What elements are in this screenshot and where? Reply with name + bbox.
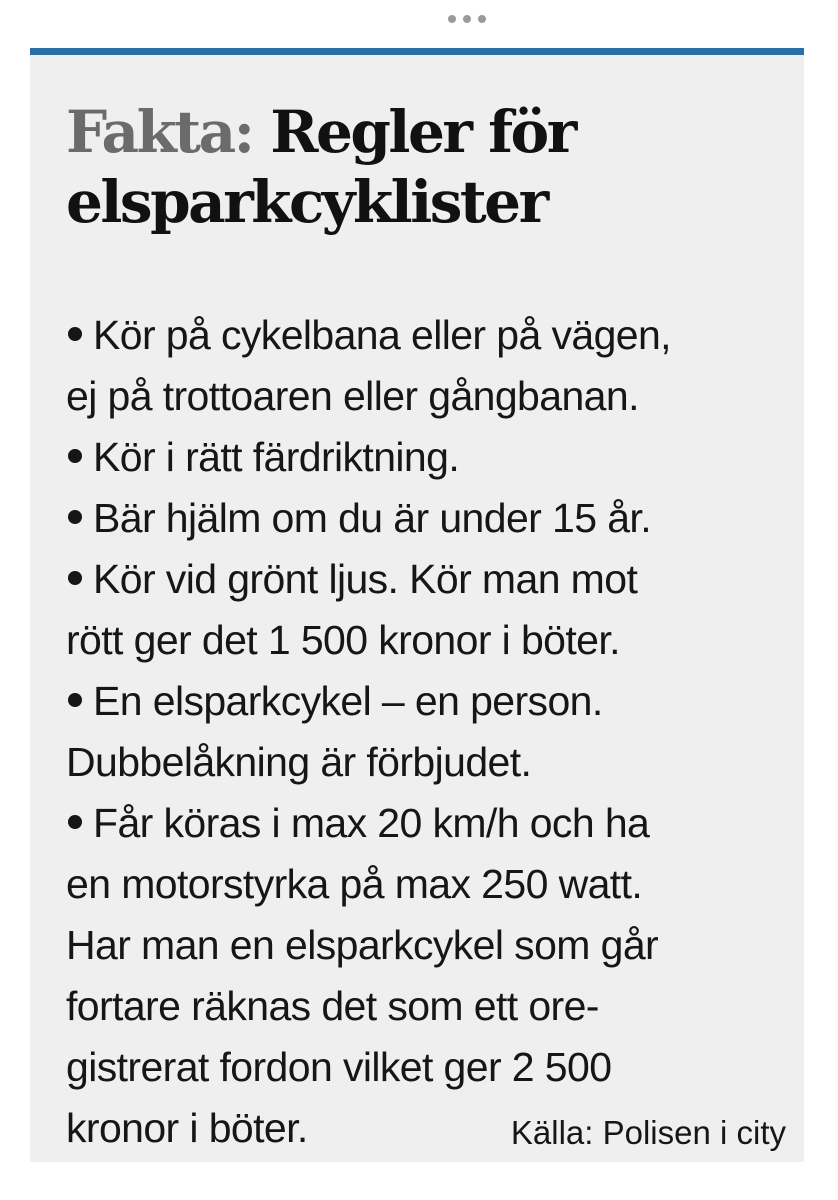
bullet-icon — [68, 327, 82, 341]
fact-box — [30, 48, 804, 1162]
bullet-icon — [68, 693, 82, 707]
rule-item — [66, 671, 786, 793]
rule-text: kronor i böter. — [66, 1105, 308, 1151]
more-dots-icon — [478, 15, 486, 23]
rule-text: Dubbelåkning är förbjudet. — [66, 739, 532, 785]
rule-item — [66, 305, 786, 427]
bullet-icon — [68, 571, 82, 585]
rule-text: fortare räknas det som ett ore- — [66, 983, 599, 1029]
rule-item — [66, 549, 786, 671]
more-dots-icon — [448, 15, 456, 23]
rule-text: Kör på cykelbana eller på vägen, — [93, 312, 671, 358]
rules-list — [66, 305, 786, 1163]
rule-text: Kör i rätt färdriktning. — [93, 434, 460, 480]
bullet-icon — [68, 815, 82, 829]
rule-item — [66, 488, 786, 549]
headline-title-line2: elsparkcyklister — [66, 168, 547, 236]
rule-text: Får köras i max 20 km/h och ha — [93, 800, 650, 846]
rule-text: ej på trottoaren eller gångbanan. — [66, 373, 639, 419]
headline-label: Fakta: — [66, 98, 253, 166]
rule-text: gistrerat fordon vilket ger 2 500 — [66, 1044, 612, 1090]
rule-text: En elsparkcykel – en person. — [93, 678, 603, 724]
source-credit: Källa: Polisen i city — [510, 1114, 786, 1151]
rule-text: en motorstyrka på max 250 watt. — [66, 861, 643, 907]
more-dots-icon — [463, 15, 471, 23]
rule-item — [66, 427, 786, 488]
rule-text: rött ger det 1 500 kronor i böter. — [66, 617, 620, 663]
bullet-icon — [68, 449, 82, 463]
rule-text: Bär hjälm om du är under 15 år. — [93, 495, 651, 541]
rule-item — [66, 793, 786, 1159]
headline-title-line1: Regler för — [270, 98, 575, 166]
rule-text: Kör vid grönt ljus. Kör man mot — [93, 556, 638, 602]
bullet-icon — [68, 510, 82, 524]
more-options-button[interactable] — [448, 12, 498, 26]
rule-text: Har man en elsparkcykel som går — [66, 922, 659, 968]
headline — [66, 97, 575, 237]
